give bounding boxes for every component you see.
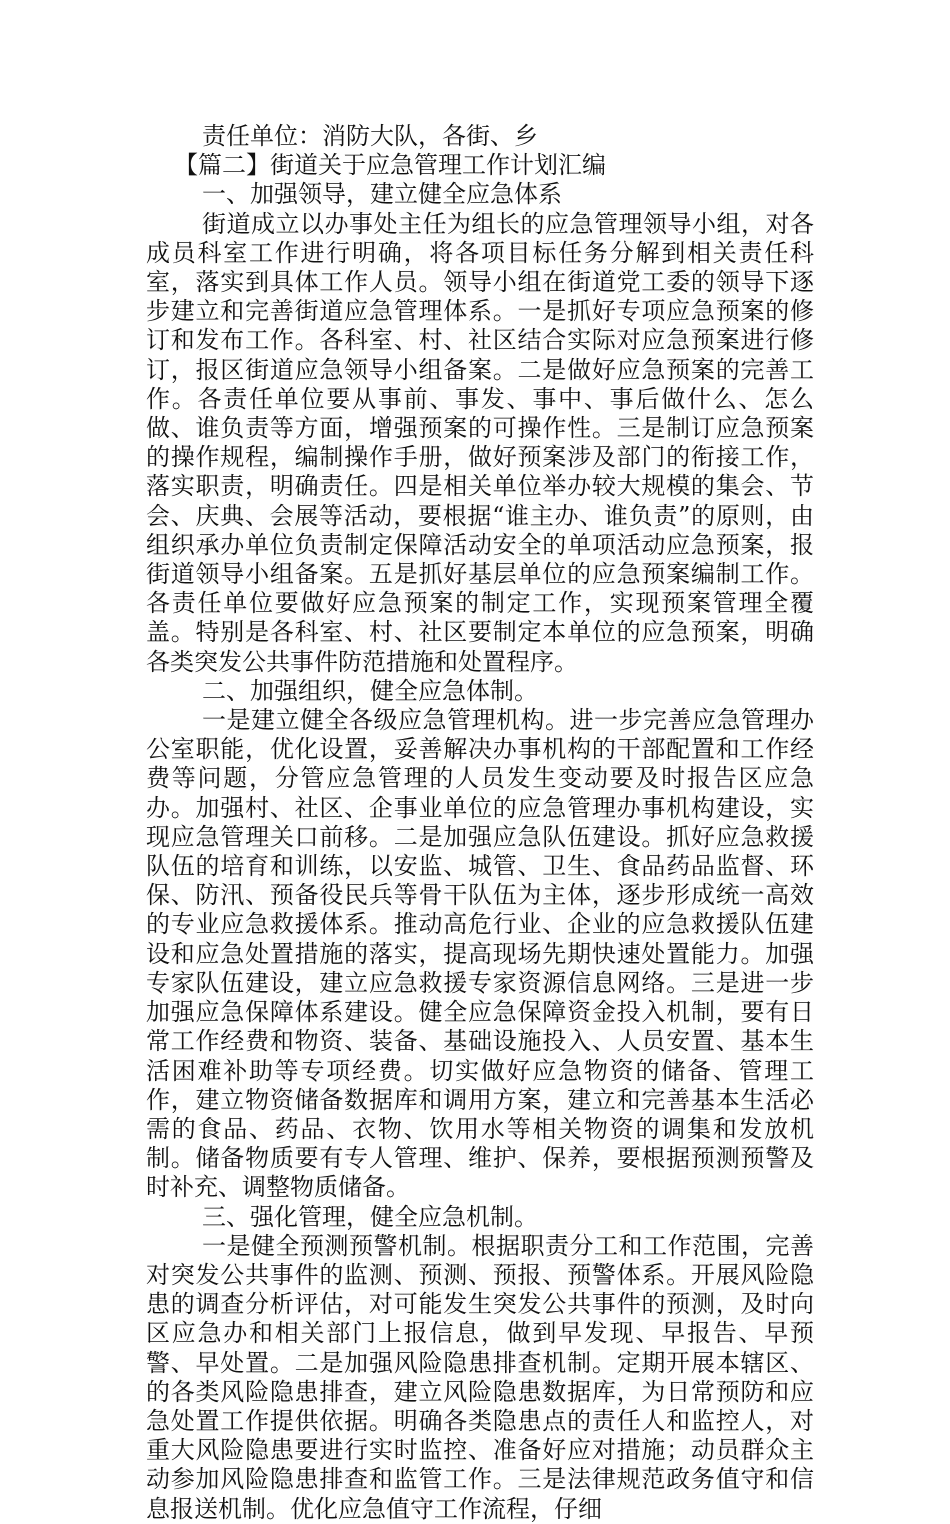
document-page <box>146 122 814 1524</box>
paragraph-2: 一是建立健全各级应急管理机构。进一步完善应急管理办公室职能，优化设置，妥善解决办事机构的干部配置和工作经费等问题，分管应急管理的人员发生变动要及时报告区应急办。加强村、社区、企事业单位的应急管理办事机构建设，实现应急管理关口前移。二是加强应急队伍建设。抓好应急救援队伍的培育和训练，以安监、城管、卫生、食品药品监督、环保、防汛、预备役民兵等骨干队伍为主体，逐步形成统一高效的专业应急救援体系。推动高危行业、企业的应急救援队伍建设和应急处置措施的落实，提高现场先期快速处置能力。加强专家队伍建设，建立应急救援专家资源信息网络。三是进一步加强应急保障体系建设。健全应急保障资金投入机制，要有日常工作经费和物资、装备、基础设施投入、人员安置、基本生活困难补助等专项经费。切实做好应急物资的储备、管理工作，建立物资储备数据库和调用方案，建立和完善基本生活必需的食品、药品、衣物、饮用水等相关物资的调集和发放机制。储备物质要有专人管理、维护、保养，要根据预测预警及时补充、调整物质储备。 <box>146 706 814 1202</box>
heading-3: 三、强化管理，健全应急机制。 <box>202 1202 538 1231</box>
section-title: 【篇二】街道关于应急管理工作计划汇编 <box>174 151 606 180</box>
heading-2: 二、加强组织，健全应急体制。 <box>202 676 538 705</box>
heading-1: 一、加强领导，建立健全应急体系 <box>202 180 562 209</box>
paragraph-3: 一是健全预测预警机制。根据职责分工和工作范围，完善对突发公共事件的监测、预测、预报、预警体系。开展风险隐患的调查分析评估，对可能发生突发公共事件的预测，及时向区应急办和相关部门上报信息，做到早发现、早报告、早预警、早处置。二是加强风险隐患排查机制。定期开展本辖区、的各类风险隐患排查，建立风险隐患数据库，为日常预防和应急处置工作提供依据。明确各类隐患点的责任人和监控人，对重大风险隐患要进行实时监控、准备好应对措施；动员群众主动参加风险隐患排查和监管工作。三是法律规范政务值守和信息报送机制。优化应急值守工作流程，仔细 <box>146 1231 814 1523</box>
responsible-units-line: 责任单位：消防大队，各街、乡 <box>202 122 538 150</box>
paragraph-1: 街道成立以办事处主任为组长的应急管理领导小组，对各成员科室工作进行明确，将各项目标任务分解到相关责任科室，落实到具体工作人员。领导小组在街道党工委的领导下逐步建立和完善街道应急管理体系。一是抓好专项应急预案的修订和发布工作。各科室、村、社区结合实际对应急预案进行修订，报区街道应急领导小组备案。二是做好应急预案的完善工作。各责任单位要从事前、事发、事中、事后做什么、怎么做、谁负责等方面，增强预案的可操作性。三是制订应急预案的操作规程，编制操作手册，做好预案涉及部门的衔接工作，落实职责，明确责任。四是相关单位举办较大规模的集会、节会、庆典、会展等活动，要根据“谁主办、谁负责”的原则，由组织承办单位负责制定保障活动安全的单项活动应急预案，报街道领导小组备案。五是抓好基层单位的应急预案编制工作。各责任单位要做好应急预案的制定工作，实现预案管理全覆盖。特别是各科室、村、社区要制定本单位的应急预案，明确各类突发公共事件防范措施和处置程序。 <box>146 209 814 676</box>
